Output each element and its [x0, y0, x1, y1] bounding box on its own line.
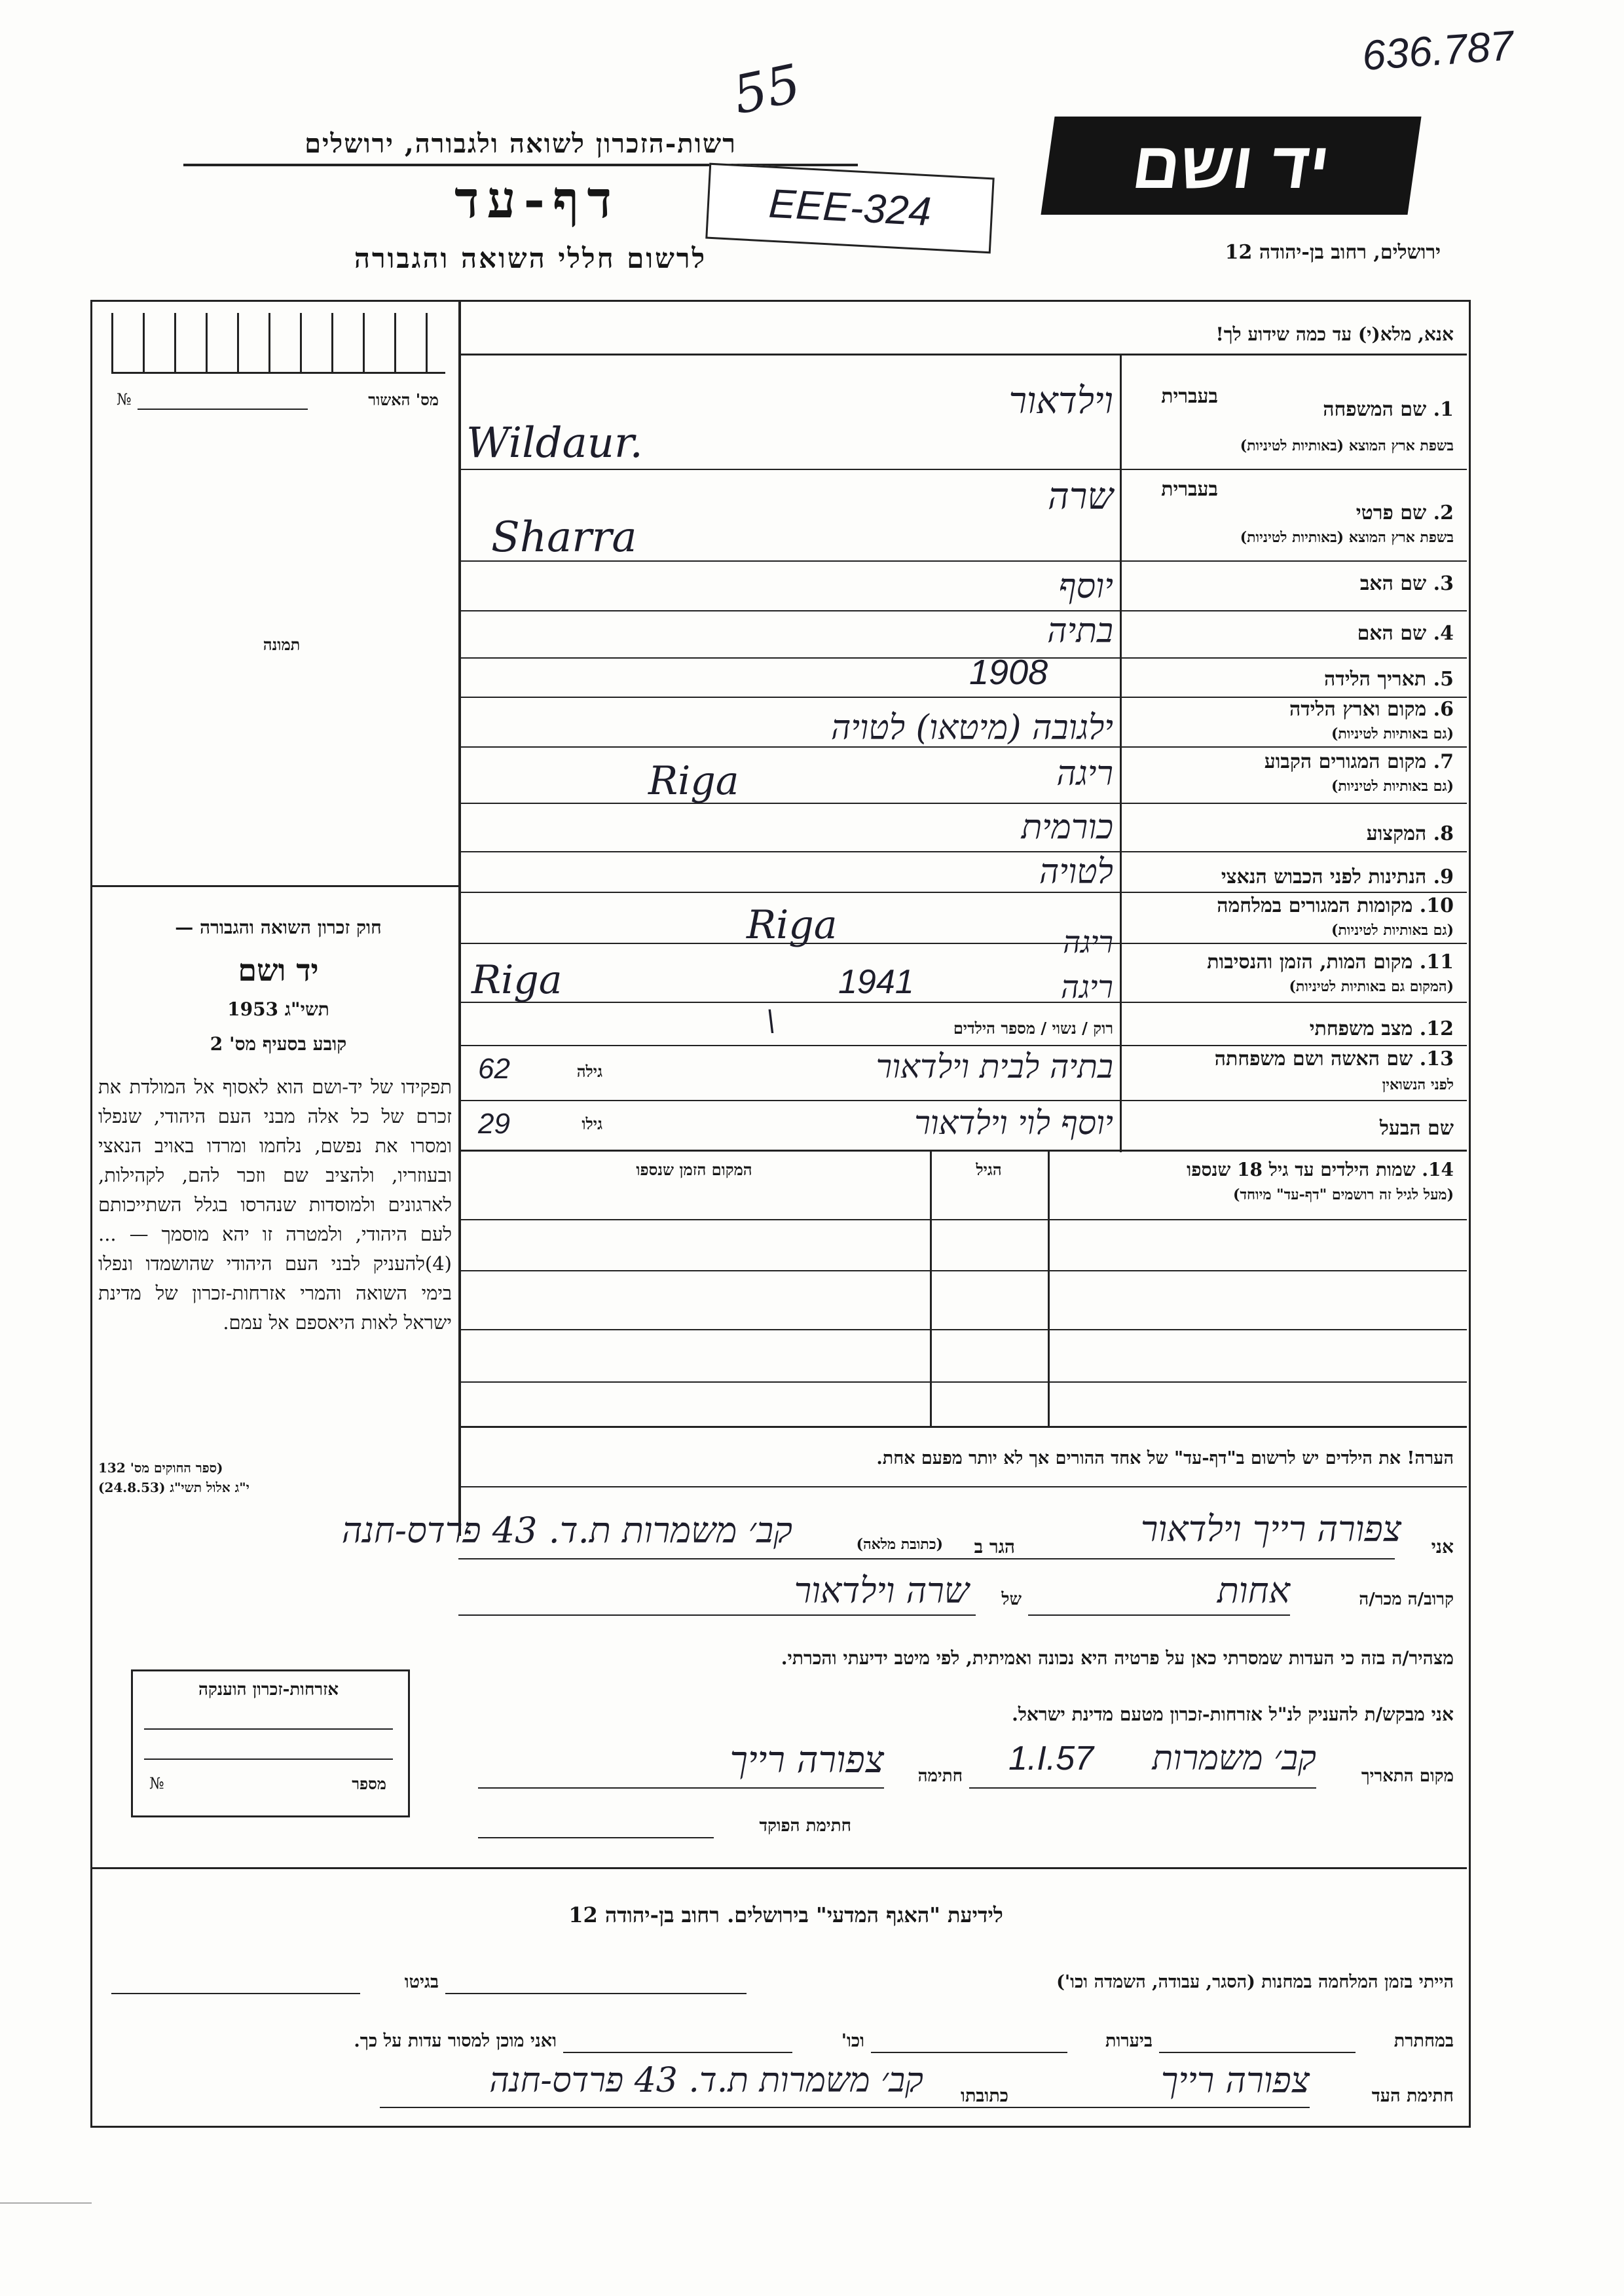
label-birthplace: 6. מקום וארץ הלידה [1289, 698, 1454, 721]
death-year-value: 1941 [838, 963, 914, 1001]
bottom-row3-rule [380, 2107, 1310, 2108]
birth-date-value: 1908 [969, 653, 1048, 692]
yad-vashem-logo: יד ושם [1041, 117, 1421, 215]
approval-underline [138, 409, 308, 410]
label-wife-age: גילה [576, 1062, 602, 1081]
archive-number: 636.787 [1360, 22, 1515, 79]
signature-label: חתימה [917, 1766, 963, 1786]
witness-i-label: אני [1431, 1536, 1454, 1558]
birth-place-value: ילגובה (מיטאו) לטויה [830, 708, 1113, 748]
label-war-residence-latin: (גם באותיות לטיניות) [1331, 922, 1454, 939]
profession-value: כורמית [1021, 808, 1113, 847]
note-rule [458, 1486, 1467, 1487]
place-date-label: מקום התאריך [1361, 1766, 1454, 1786]
label-birthdate: 5. תאריך הלידה [1324, 668, 1454, 691]
row-rule-14 [458, 1150, 1467, 1152]
label-hebrew-1: בעברית [1161, 385, 1218, 408]
declaration-line: מצהיר/ה בזה כי העדות שמסרתי כאן על פרטיה היא נכונה ואמיתית, לפי מיטב ידיעתי והכרתי. [781, 1647, 1454, 1669]
bottom-section-rule [90, 1867, 1467, 1869]
bottom-row2-end: ואני מוכן למסור עדות על כך. [354, 2031, 557, 2051]
children-col-2 [1048, 1150, 1050, 1426]
label-residence: 7. מקום המגורים הקבוע [1264, 750, 1454, 773]
left-column-divider [458, 300, 461, 1536]
label-children-note: (מעל לגיל זה רושמים "דף-עד" מיוחד) [1233, 1186, 1454, 1203]
wife-value: בתיה לבית וילדאור [876, 1048, 1113, 1085]
label-wife: 13. שם האשה ושם משפחתה [1214, 1048, 1454, 1070]
witness-address-label: (כתובת מלאה) [856, 1536, 943, 1553]
law-logo: יד ושם [238, 953, 319, 988]
place-value: קב׳ משמרות [1152, 1739, 1316, 1778]
law-header: חוק זכרון השואה והגבורה — [175, 917, 382, 938]
bottom-title: לידיעת "האגף המדעי" בירושלים. רחוב בן-יהודה 12 [568, 1903, 1003, 1927]
instruction-rule [458, 354, 1467, 355]
photo-label: תמונה [263, 635, 301, 654]
label-firstname: 2. שם פרטי [1356, 501, 1454, 524]
label-birthplace-latin: (גם באותיות לטיניות) [1331, 725, 1454, 742]
date-value: 1.I.57 [1008, 1740, 1094, 1777]
children-rule-2 [458, 1270, 1467, 1271]
residence-hebrew-value: ריגה [1056, 754, 1113, 793]
photo-bottom-rule [90, 885, 460, 887]
witness-name-rule [458, 1558, 1395, 1559]
law-reference-2: י"ג אלול תשי"ג (24.8.53) [98, 1480, 249, 1495]
witness-name: צפורה רייך וילדאור [1140, 1508, 1401, 1550]
bottom-row2-forests: ביערות [1105, 2031, 1153, 2051]
approval-label: מס' האשור [368, 390, 439, 409]
row-rule-1 [458, 469, 1467, 470]
residence-latin-value: Riga [648, 758, 739, 804]
request-line: אני מבקש/ת להעניק לנ"ל אזרחות-זכרון מטעם מדינת ישראל. [1012, 1704, 1454, 1725]
death-place-hebrew-value: ריגה [1060, 969, 1113, 1006]
label-firstname-latin: בשפת ארץ המוצא (באותיות לטיניות) [1240, 529, 1454, 546]
death-place-latin-value: Riga [471, 957, 563, 1003]
relation-label: קרוב/ה מכר/ה [1359, 1590, 1454, 1609]
law-year-hebrew: תשי"ג [284, 998, 329, 1020]
label-column-divider [1120, 354, 1122, 1152]
surname-latin: Wildaur. [466, 419, 643, 467]
war-place-hebrew-value: ריגה [1063, 924, 1113, 960]
label-surname: 1. שם המשפחה [1323, 398, 1454, 421]
label-husband: שם הבעל [1379, 1117, 1454, 1140]
certificate-box-number-label: מספר [352, 1774, 386, 1793]
war-place-latin-value: Riga [747, 902, 838, 948]
law-section: קובע בסעיף מס' 2 [210, 1033, 347, 1055]
bottom-row2-rule-2 [871, 2052, 1067, 2053]
certificate-box-rule-2 [144, 1758, 393, 1760]
place-date-rule [969, 1787, 1316, 1789]
label-mother: 4. שם האם [1357, 622, 1454, 645]
nationality-value: לטויה [1039, 852, 1113, 892]
row-rule-4 [458, 657, 1467, 659]
instruction-line: אנא, מלא(י) עד כמה שידוע לך! [1215, 323, 1454, 345]
label-father: 3. שם האב [1359, 572, 1454, 595]
approval-number-symbol: № [117, 390, 132, 409]
of-name-rule [458, 1614, 976, 1616]
archive-stamp: EEE-324 [705, 163, 994, 254]
relation-rule [1028, 1614, 1290, 1616]
form-subtitle: לרשום חללי השואה והגבורה [354, 242, 707, 274]
law-reference-1: (ספר החוקים מס' 132 [98, 1460, 223, 1476]
witness-address-pre: הגר ב [974, 1536, 1015, 1558]
approval-grid [111, 313, 445, 374]
witness-signature: צפורה רייך [729, 1739, 884, 1781]
label-war-residence: 10. מקומות המגורים במלחמה [1217, 894, 1454, 917]
surname-hebrew: וילדאור [1008, 380, 1113, 422]
firstname-hebrew: שרה [1048, 475, 1113, 518]
certificate-box-number-symbol: № [149, 1774, 164, 1793]
form-title: דף-עד [454, 170, 619, 230]
label-profession: 8. המקצוע [1366, 822, 1454, 845]
of-label: של [1001, 1590, 1022, 1609]
row-rule-13 [458, 1100, 1467, 1101]
children-rule-3 [458, 1329, 1467, 1330]
law-body: תפקידו של יד-ושם הוא לאסוף אל המולדת את זכרם של כל אלה מבני העם היהודי, שנפלו ומסרו את נפשם, נלחמו ומרדו באויב הנאצי ובעוזריו, ולהציב שם וזכר להם, לקהילות, לארגונים ולמוסדות שנהרסו בגלל השתייכותם לעם היהודי, ולמטרה זו יהא מוסמך — ...(4)להעניק לבני העם היהודי שהושמדו ונפלו בימי השואה והמרי אזרחות-זכרון של מדינת ישראל לאות היאספם אל עמם. [98, 1076, 452, 1334]
note-line: הערה! את הילדים יש לרשום ב"דף-עד" של אחד ההורים אך לא יותר מפעם אחת. [876, 1448, 1454, 1468]
wife-age-value: 62 [478, 1053, 510, 1085]
row-rule-7 [458, 803, 1467, 804]
husband-value: יוסף לוי וילדאור [914, 1104, 1113, 1142]
witness-address: קב׳ משמרות ת.ד. 43 פרדס-חנה [341, 1510, 792, 1551]
label-residence-latin: (גם באותיות לטיניות) [1331, 778, 1454, 795]
children-col-1 [930, 1150, 932, 1426]
children-rule-4 [458, 1381, 1467, 1383]
children-rule-1 [458, 1219, 1467, 1220]
bottom-row2-rule-1 [1159, 2052, 1356, 2053]
firstname-latin: Sharra [491, 513, 637, 562]
scan-artifact [0, 2202, 92, 2204]
mother-value: בתיה [1047, 611, 1113, 651]
children-rule-5 [458, 1426, 1467, 1428]
bottom-row1-rule [445, 1993, 747, 1994]
certificate-box-rule-1 [144, 1728, 393, 1730]
label-husband-age: גילו [581, 1114, 602, 1133]
husband-age-value: 29 [478, 1108, 510, 1140]
bottom-witness-sig-label: חתימת העד [1371, 2086, 1454, 2106]
marital-mark: \ [766, 1004, 776, 1038]
officer-signature-rule [478, 1837, 714, 1838]
label-children: 14. שמות הילדים עד גיל 18 שנספו [1187, 1159, 1454, 1180]
bottom-row2-rule-3 [563, 2052, 792, 2053]
label-marital: 12. מצב משפחתי [1309, 1017, 1454, 1040]
bottom-address-value: קב׳ משמרות ת.ד. 43 פרדס-חנה [489, 2061, 923, 2100]
label-death: 11. מקום המות, הזמן והנסיבות [1207, 951, 1454, 974]
label-children-place: המקום הזמן שנספו [636, 1160, 752, 1179]
bottom-row1-rule-end [111, 1993, 360, 1994]
law-year [111, 998, 445, 1021]
label-death-latin: (המקום גם באותיות לטיניות) [1289, 978, 1454, 995]
label-wife-maiden: לפני הנשואין [1382, 1076, 1454, 1093]
row-rule-12 [458, 1045, 1467, 1046]
bottom-address-label: כתובתו [961, 2086, 1008, 2106]
of-name-value: שרה וילדאור [794, 1570, 969, 1611]
bottom-row2-etc: וכו' [841, 2031, 864, 2051]
signature-rule [478, 1787, 884, 1789]
row-rule-9 [458, 892, 1467, 893]
label-hebrew-2: בעברית [1161, 478, 1218, 501]
father-value: יוסף [1058, 567, 1113, 606]
bottom-row1-end: בגיטו [404, 1972, 439, 1992]
address-line: ירושלים, רחוב בן-יהודה 12 [1225, 241, 1441, 264]
label-children-age: הגיל [976, 1160, 1002, 1179]
label-nationality: 9. הנתינות לפני הכבוש הנאצי [1221, 866, 1454, 888]
bottom-row2-underground: במחתרת [1393, 2031, 1454, 2051]
label-marital-options: רוק / נשוי / מספר הילדים [953, 1019, 1113, 1038]
org-line: רשות-הזכרון לשואה ולגבורה, ירושלים [304, 128, 737, 159]
certificate-box-title: אזרחות-זכרון הוענקה [198, 1680, 339, 1700]
law-year-number: 1953 [227, 998, 279, 1020]
label-surname-latin: בשפת ארץ המוצא (באותיות לטיניות) [1240, 437, 1454, 454]
officer-signature-label: חתימת הפוקד [759, 1816, 851, 1836]
bottom-witness-signature: צפורה רייך [1160, 2060, 1310, 2101]
bottom-row1-text: הייתי בזמן המלחמה במחנות (הסגר, עבודה, השמדה וכו') [1056, 1972, 1454, 1992]
scribble-mark: 55 [728, 52, 806, 126]
relation-value: אחות [1217, 1570, 1290, 1611]
